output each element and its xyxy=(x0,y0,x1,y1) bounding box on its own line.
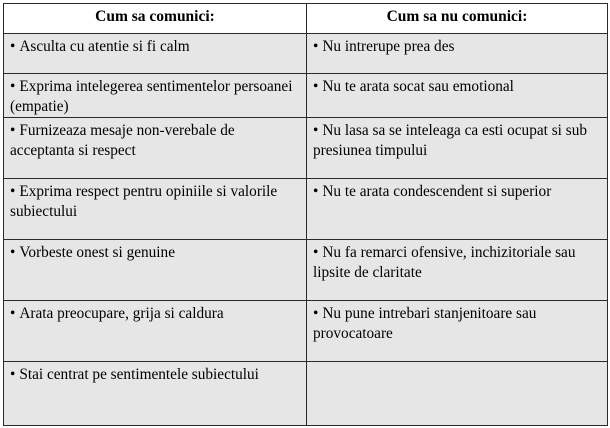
cell-text: Exprima intelegerea sentimentelor persoanei (empatie) xyxy=(10,78,293,115)
table-row xyxy=(4,74,608,118)
cell-text: Vorbeste onest si genuine xyxy=(19,244,175,261)
bullet: • xyxy=(10,122,16,139)
cell-text: Asculta cu atentie si fi calm xyxy=(19,38,190,55)
cell-do xyxy=(4,240,307,301)
bullet: • xyxy=(313,78,319,95)
cell-text: Nu lasa sa se inteleaga ca esti ocupat si sub presiunea timpului xyxy=(313,122,587,159)
bullet: • xyxy=(10,78,16,95)
bullet: • xyxy=(313,38,319,55)
bullet: • xyxy=(10,244,16,261)
bullet: • xyxy=(313,244,319,261)
table-row xyxy=(4,118,608,179)
cell-text: Stai centrat pe sentimentele subiectului xyxy=(19,366,259,383)
bullet: • xyxy=(10,366,16,383)
cell-text: Nu te arata condescendent si superior xyxy=(322,183,552,200)
cell-text: Nu intrerupe prea des xyxy=(322,38,455,55)
cell-text: Exprima respect pentru opiniile si valorile subiectului xyxy=(10,183,278,220)
bullet: • xyxy=(10,183,16,200)
table-row xyxy=(4,362,608,426)
cell-dont-empty xyxy=(307,362,608,426)
cell-dont xyxy=(307,118,608,179)
cell-text: Nu te arata socat sau emotional xyxy=(322,78,514,95)
table-row xyxy=(4,301,608,362)
table-row xyxy=(4,34,608,74)
cell-text: Arata preocupare, grija si caldura xyxy=(19,305,224,322)
cell-dont xyxy=(307,301,608,362)
cell-do xyxy=(4,118,307,179)
table-row xyxy=(4,240,608,301)
bullet: • xyxy=(313,183,319,200)
cell-do xyxy=(4,301,307,362)
header-how-to-communicate: Cum sa comunici: xyxy=(4,4,307,34)
bullet: • xyxy=(10,305,16,322)
communication-table xyxy=(3,3,608,426)
bullet: • xyxy=(10,38,16,55)
cell-do xyxy=(4,179,307,240)
header-how-not-to-communicate: Cum sa nu comunici: xyxy=(307,4,608,34)
cell-text: Nu fa remarci ofensive, inchizitoriale sau lipsite de claritate xyxy=(313,244,576,281)
cell-dont xyxy=(307,34,608,74)
cell-dont xyxy=(307,240,608,301)
table-header-row xyxy=(4,4,608,34)
cell-text: Nu pune intrebari stanjenitoare sau provocatoare xyxy=(313,305,537,342)
cell-do xyxy=(4,34,307,74)
table-row xyxy=(4,179,608,240)
cell-do xyxy=(4,362,307,426)
cell-dont xyxy=(307,74,608,118)
cell-do xyxy=(4,74,307,118)
bullet: • xyxy=(313,122,319,139)
bullet: • xyxy=(313,305,319,322)
cell-dont xyxy=(307,179,608,240)
cell-text: Furnizeaza mesaje non-verebale de acceptanta si respect xyxy=(10,122,235,159)
